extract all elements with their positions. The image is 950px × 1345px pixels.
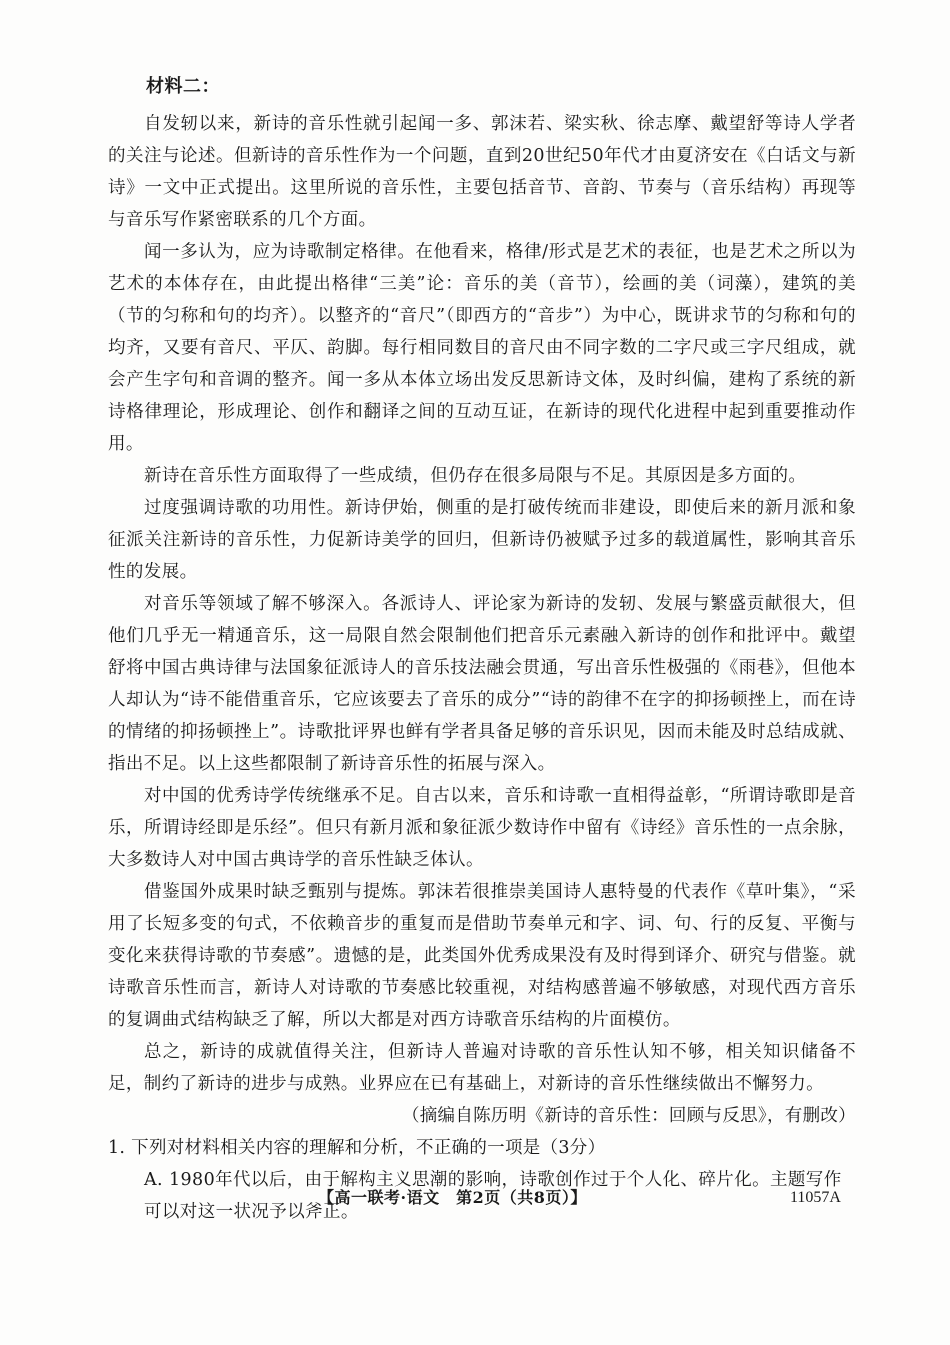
paragraph: 自发轫以来，新诗的音乐性就引起闻一多、郭沫若、梁实秋、徐志摩、戴望舒等诗人学者的关注与论述。但新诗的音乐性作为一个问题，直到20世纪50年代才由夏济安在《白话文与新诗》一文中正式提出。这里所说的音乐性，主要包括音节、音韵、节奏与（音乐结构）再现等与音乐写作紧密联系的几个方面。 bbox=[108, 114, 856, 230]
source-citation: （摘编自陈历明《新诗的音乐性：回顾与反思》，有删改） bbox=[401, 1106, 856, 1126]
paragraph: 对中国的优秀诗学传统继承不足。自古以来，音乐和诗歌一直相得益彰，“所谓诗歌即是音乐，所谓诗经即是乐经”。但只有新月派和象征派少数诗作中留有《诗经》音乐性的一点余脉，大多数诗人对中国古典诗学的音乐性缺乏体认。 bbox=[108, 786, 856, 870]
question-stem: 1. 下列对材料相关内容的理解和分析，不正确的一项是（3分） bbox=[108, 1138, 606, 1158]
question-option-a: A. 1980年代以后，由于解构主义思潮的影响，诗歌创作过于个人化、碎片化。主题写作可以对这一状况予以斧正。 bbox=[144, 1170, 842, 1222]
paragraph: 对音乐等领域了解不够深入。各派诗人、评论家为新诗的发轫、发展与繁盛贡献很大，但他们几乎无一精通音乐，这一局限自然会限制他们把音乐元素融入新诗的创作和批评中。戴望舒将中国古典诗律与法国象征派诗人的音乐技法融会贯通，写出音乐性极强的《雨巷》，但他本人却认为“诗不能借重音乐，它应该要去了音乐的成分”“诗的韵律不在字的抑扬顿挫上，而在诗的情绪的抑扬顿挫上”。诗歌批评界也鲜有学者具备足够的音乐识见，因而未能及时总结成就、指出不足。以上这些都限制了新诗音乐性的拓展与深入。 bbox=[108, 594, 856, 774]
paragraph: 总之，新诗的成就值得关注，但新诗人普遍对诗歌的音乐性认知不够，相关知识储备不足，制约了新诗的进步与成熟。业界应在已有基础上，对新诗的音乐性继续做出不懈努力。 bbox=[108, 1042, 856, 1094]
footer-page-info: 【高一联考·语文 第2页（共8页）】 bbox=[318, 1188, 587, 1207]
material-heading: 材料二： bbox=[146, 76, 220, 97]
paragraph: 过度强调诗歌的功用性。新诗伊始，侧重的是打破传统而非建设，即使后来的新月派和象征派关注新诗的音乐性，力促新诗美学的回归，但新诗仍被赋予过多的载道属性，影响其音乐性的发展。 bbox=[108, 498, 856, 582]
paragraph: 新诗在音乐性方面取得了一些成绩，但仍存在很多局限与不足。其原因是多方面的。 bbox=[144, 466, 807, 486]
footer-exam-code: 11057A bbox=[790, 1189, 841, 1206]
paragraph: 借鉴国外成果时缺乏甄别与提炼。郭沫若很推崇美国诗人惠特曼的代表作《草叶集》，“采用了长短多变的句式，不依赖音步的重复而是借助节奏单元和字、词、句、行的反复、平衡与变化来获得诗歌的节奏感”。遗憾的是，此类国外优秀成果没有及时得到译介、研究与借鉴。就诗歌音乐性而言，新诗人对诗歌的节奏感比较重视，对结构感普遍不够敏感，对现代西方音乐的复调曲式结构缺乏了解，所以大都是对西方诗歌音乐结构的片面模仿。 bbox=[108, 882, 856, 1030]
paragraph: 闻一多认为，应为诗歌制定格律。在他看来，格律/形式是艺术的表征，也是艺术之所以为艺术的本体存在，由此提出格律“三美”论：音乐的美（音节），绘画的美（词藻），建筑的美（节的匀称和句的均齐）。以整齐的“音尺”（即西方的“音步”）为中心，既讲求节的匀称和句的均齐，又要有音尺、平仄、韵脚。每行相同数目的音尺由不同字数的二字尺或三字尺组成，就会产生字句和音调的整齐。闻一多从本体立场出发反思新诗文体，及时纠偏，建构了系统的新诗格律理论，形成理论、创作和翻译之间的互动互证，在新诗的现代化进程中起到重要推动作用。 bbox=[108, 242, 856, 454]
page-footer bbox=[0, 1184, 950, 1214]
page-content bbox=[108, 72, 856, 1228]
